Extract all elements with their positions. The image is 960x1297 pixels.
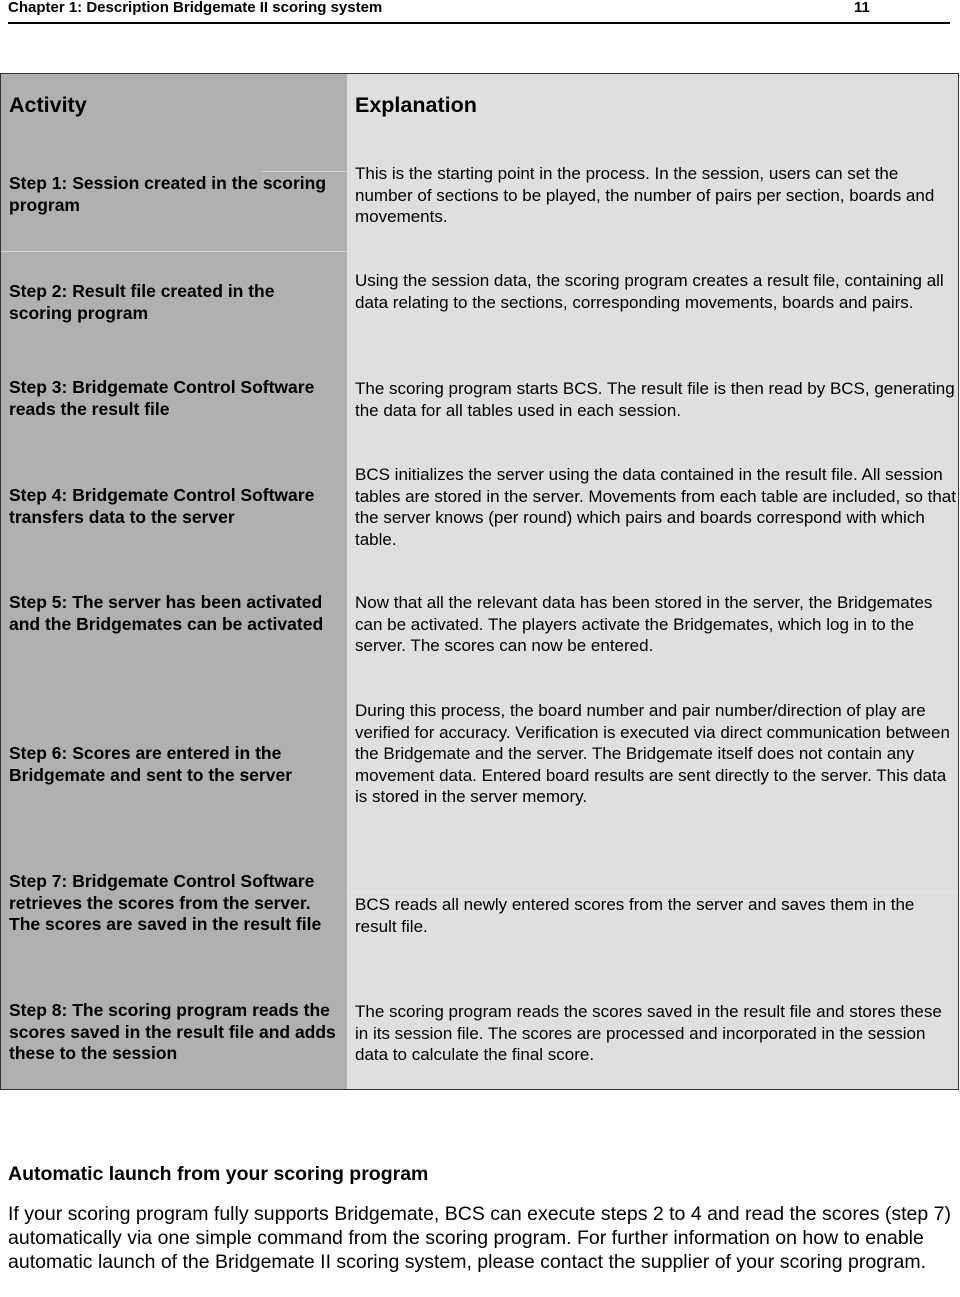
section-heading: Automatic launch from your scoring program — [8, 1163, 429, 1185]
step-7-explanation: BCS reads all newly entered scores from the server and saves them in the result file. — [355, 895, 915, 936]
step-2-explanation: Using the session data, the scoring program creates a result file, containing all data relating to the sections, corresponding movements, boards and pairs. — [355, 271, 944, 312]
section-paragraph: If your scoring program fully supports Bridgemate, BCS can execute steps 2 to 4 and read the scores (step 7) automatically via one simple command from the scoring program. For further information on how to enable automatic launch of the Bridgemate II scoring system, please contact the supplier of your scoring program. — [8, 1203, 951, 1273]
process-table — [0, 73, 959, 1090]
step-1-explanation: This is the starting point in the process. In the session, users can set the number of sections to be played, the number of pairs per section, boards and movements. — [355, 164, 935, 226]
row-divider — [261, 171, 347, 172]
step-6-activity: Step 6: Scores are entered in the Bridgemate and sent to the server — [9, 743, 292, 785]
page-number: 11 — [854, 0, 870, 16]
step-3-activity: Step 3: Bridgemate Control Software reads the result file — [9, 377, 315, 419]
step-4-explanation: BCS initializes the server using the data contained in the result file. All session tables are stored in the server. Movements from each table are included, so that the server knows (per round) which pairs and boards correspond with which table. — [355, 465, 956, 549]
step-1-activity: Step 1: Session created in the scoring program — [9, 173, 327, 215]
activity-column — [1, 74, 347, 1089]
step-4-activity: Step 4: Bridgemate Control Software transfers data to the server — [9, 485, 315, 527]
step-5-activity: Step 5: The server has been activated and the Bridgemates can be activated — [9, 592, 324, 634]
activity-header: Activity — [9, 93, 87, 117]
row-divider — [1, 251, 347, 252]
step-2-activity: Step 2: Result file created in the scoring program — [9, 281, 275, 323]
step-8-activity: Step 8: The scoring program reads the scores saved in the result file and adds these to the session — [9, 1000, 336, 1063]
explanation-header: Explanation — [355, 93, 477, 117]
step-6-explanation: During this process, the board number and pair number/direction of play are verified for accuracy. Verification is executed via direct communication between the Bridgemate and the server. The Bridgemate itself does not contain any movement data. Entered board results are sent directly to the server. This data is stored in the server memory. — [355, 701, 950, 806]
step-7-activity: Step 7: Bridgemate Control Software retrieves the scores from the server. The scores are saved in the result file — [9, 871, 322, 934]
step-3-explanation: The scoring program starts BCS. The result file is then read by BCS, generating the data for all tables used in each session. — [355, 379, 955, 420]
step-5-explanation: Now that all the relevant data has been stored in the server, the Bridgemates can be activated. The players activate the Bridgemates, which log in to the server. The scores can now be entered. — [355, 593, 933, 655]
page-header — [8, 0, 950, 24]
step-8-explanation: The scoring program reads the scores saved in the result file and stores these in its session file. The scores are processed and incorporated in the session data to calculate the final score. — [355, 1002, 942, 1064]
chapter-title: Chapter 1: Description Bridgemate II scoring system — [8, 0, 383, 16]
row-divider — [347, 892, 958, 893]
